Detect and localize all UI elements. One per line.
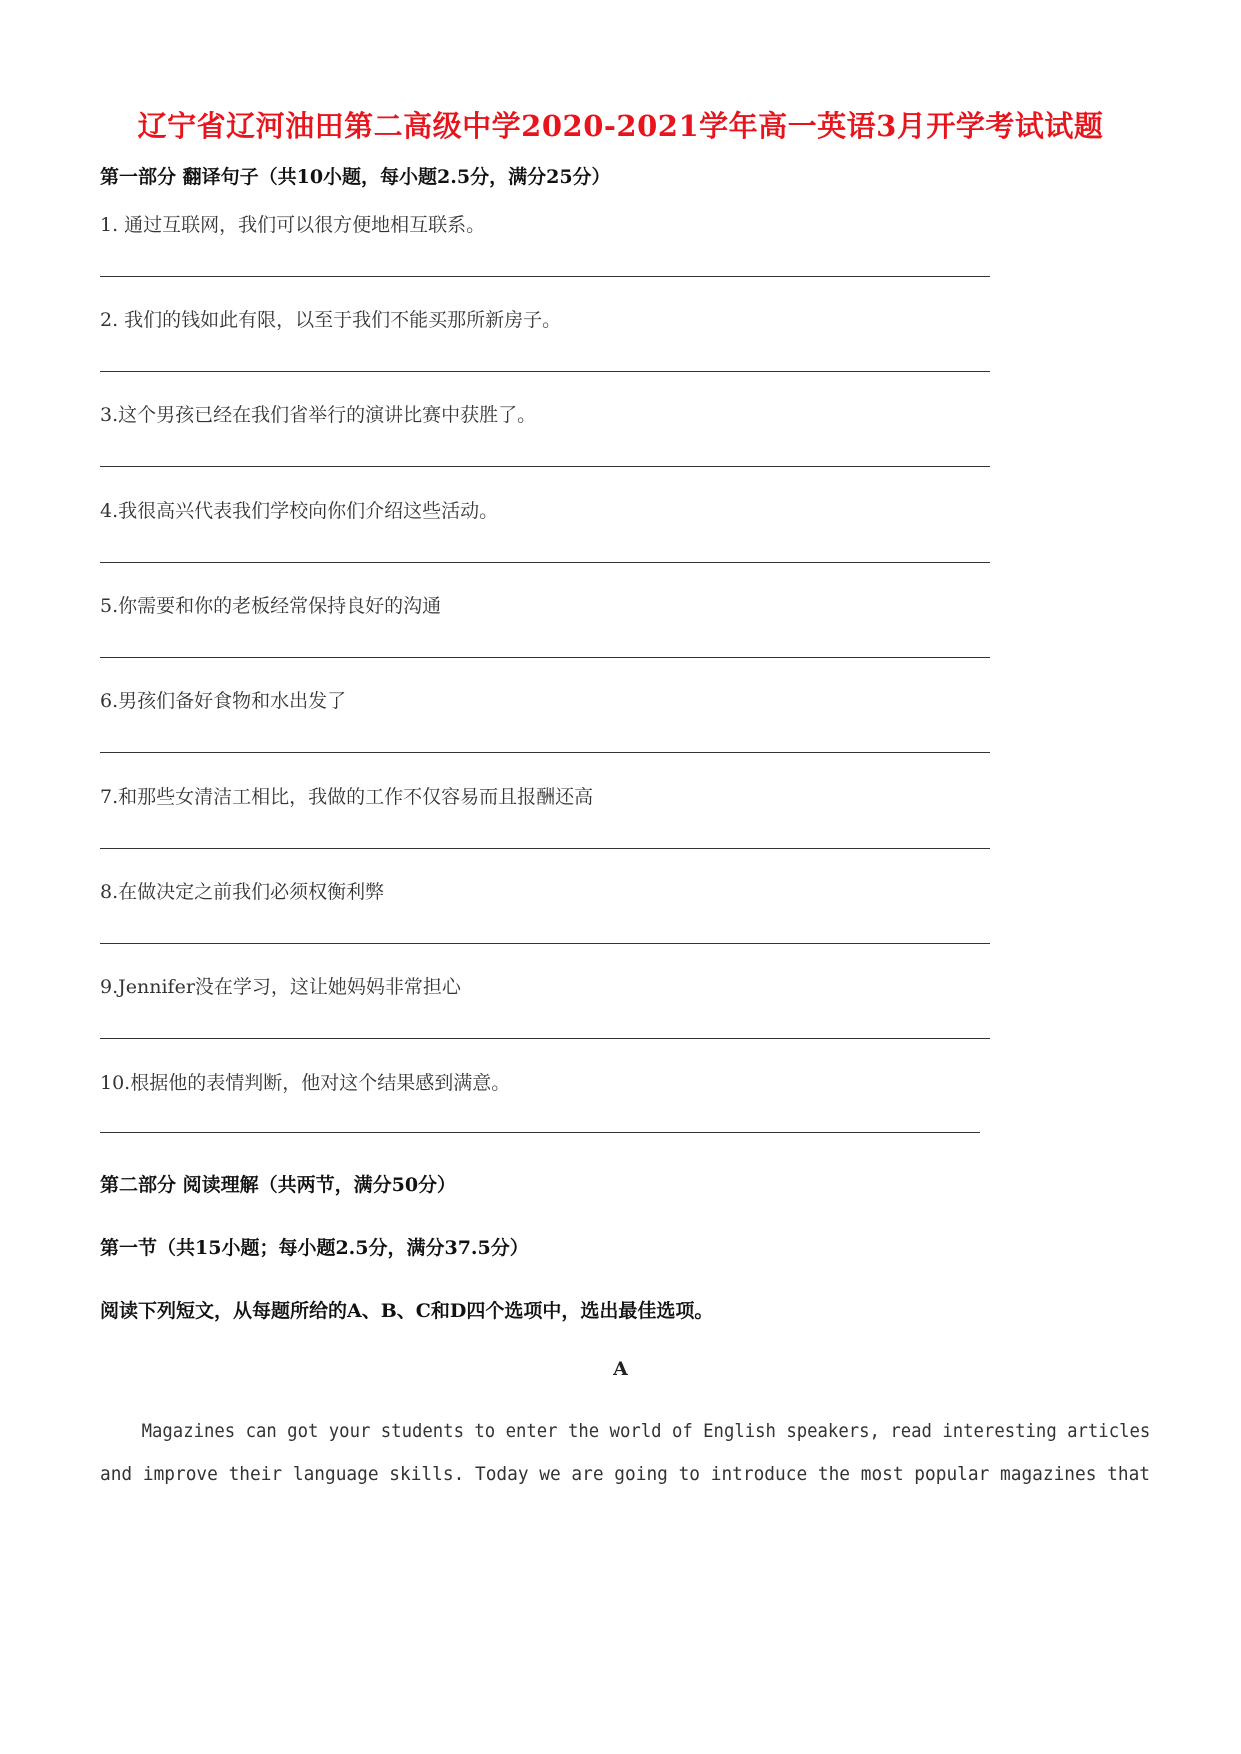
answer-line-8[interactable]	[100, 943, 990, 944]
answer-line-7[interactable]	[100, 848, 990, 849]
passage-line-1: Magazines can got your students to enter the world of English speakers, read interesting articles	[100, 1420, 1151, 1442]
question-10: 10.根据他的表情判断，他对这个结果感到满意。	[100, 1072, 511, 1094]
question-6: 6.男孩们备好食物和水出发了	[100, 690, 347, 712]
answer-line-9[interactable]	[100, 1038, 990, 1039]
question-5: 5.你需要和你的老板经常保持良好的沟通	[100, 595, 442, 617]
part2-heading: 第二部分 阅读理解（共两节，满分50分）	[100, 1174, 457, 1196]
passage-line-2: and improve their language skills. Today we are going to introduce the most popular magazines that	[100, 1463, 1151, 1485]
question-4: 4.我很高兴代表我们学校向你们介绍这些活动。	[100, 500, 499, 522]
answer-line-2[interactable]	[100, 371, 990, 372]
question-1: 1. 通过互联网，我们可以很方便地相互联系。	[100, 214, 486, 236]
passage-letter: A	[613, 1358, 628, 1380]
question-9: 9.Jennifer没在学习，这让她妈妈非常担心	[100, 976, 461, 998]
answer-line-5[interactable]	[100, 657, 990, 658]
answer-line-6[interactable]	[100, 752, 990, 753]
answer-line-4[interactable]	[100, 562, 990, 563]
question-8: 8.在做决定之前我们必须权衡利弊	[100, 881, 385, 903]
part2-section1-heading: 第一节（共15小题；每小题2.5分，满分37.5分）	[100, 1237, 529, 1259]
document-title: 辽宁省辽河油田第二高级中学2020-2021学年高一英语3月开学考试试题	[137, 109, 1104, 143]
question-3: 3.这个男孩已经在我们省举行的演讲比赛中获胜了。	[100, 404, 537, 426]
question-7: 7.和那些女清洁工相比，我做的工作不仅容易而且报酬还高	[100, 786, 594, 808]
question-2: 2. 我们的钱如此有限，以至于我们不能买那所新房子。	[100, 309, 562, 331]
part2-instruction: 阅读下列短文，从每题所给的A、B、C和D四个选项中，选出最佳选项。	[100, 1300, 714, 1322]
answer-line-3[interactable]	[100, 466, 990, 467]
answer-line-10[interactable]	[100, 1132, 980, 1133]
part1-heading: 第一部分 翻译句子（共10小题，每小题2.5分，满分25分）	[100, 166, 611, 188]
answer-line-1[interactable]	[100, 276, 990, 277]
